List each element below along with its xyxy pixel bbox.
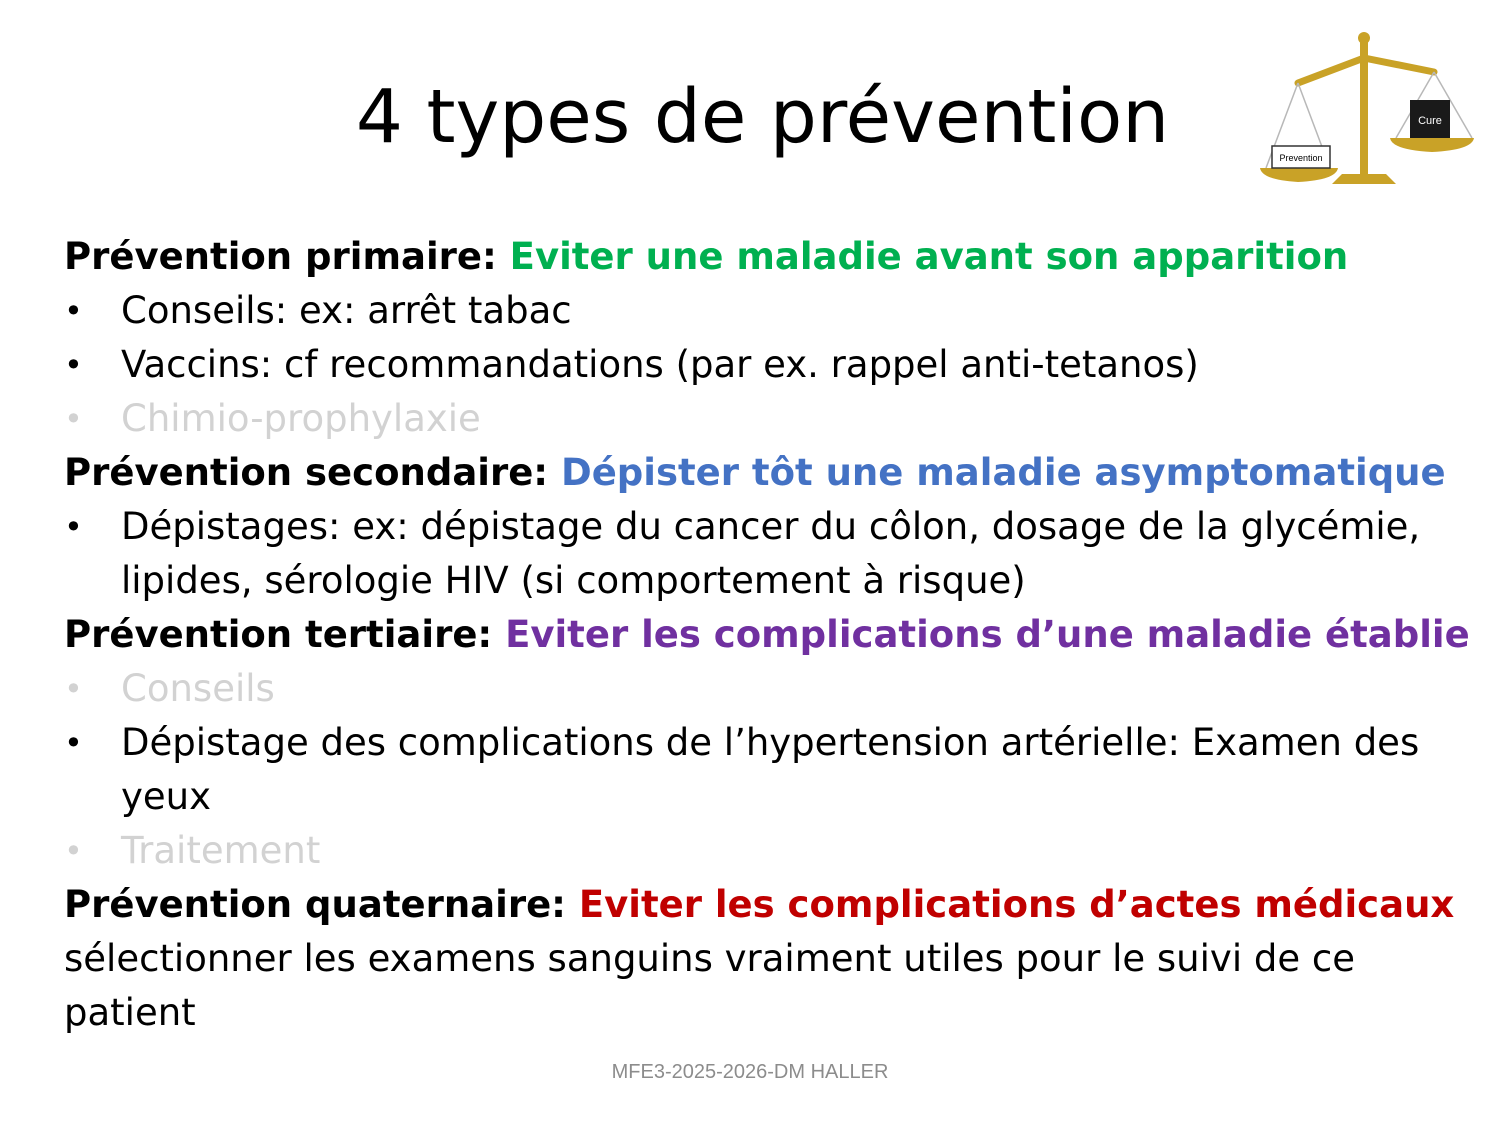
- section-quaternaire-text: sélectionner les examens sanguins vraiment utiles pour le suivi de ce patient: [64, 937, 1355, 1034]
- section-secondaire-label: Prévention secondaire:: [64, 451, 549, 494]
- scale-finial: [1358, 32, 1370, 44]
- section-primaire-label: Prévention primaire:: [64, 235, 497, 278]
- slide-footer: MFE3-2025-2026-DM HALLER: [611, 1061, 889, 1083]
- section-tertiaire-label: Prévention tertiaire:: [64, 613, 493, 656]
- section-secondaire-definition: Dépister tôt une maladie asymptomatique: [561, 451, 1446, 494]
- cure-box-label: Cure: [1418, 115, 1442, 127]
- balance-scale-image: [1258, 28, 1476, 188]
- section-quaternaire-label: Prévention quaternaire:: [64, 883, 566, 926]
- section-tertiaire-heading: [64, 608, 1484, 662]
- section-tertiaire-definition: Eviter les complications d’une maladie établie: [505, 613, 1470, 656]
- slide-content: [64, 230, 1484, 1040]
- prevention-box-label: Prevention: [1279, 153, 1323, 163]
- scale-right-plate: [1390, 138, 1474, 152]
- section-secondaire-heading: [64, 446, 1484, 500]
- list-item: • Conseils: ex: arrêt tabac: [64, 284, 1484, 338]
- scale-left-plate: [1260, 168, 1338, 182]
- scale-base: [1332, 174, 1396, 184]
- section-quaternaire-definition: Eviter les complications d’actes médicaux: [578, 883, 1455, 926]
- list-item-faded: • Conseils: [64, 662, 1484, 716]
- section-primaire-definition: Eviter une maladie avant son apparition: [509, 235, 1349, 278]
- slide-title: 4 types de prévention: [355, 74, 1170, 160]
- list-item-faded: • Chimio-prophylaxie: [64, 392, 1484, 446]
- list-item: • Dépistages: ex: dépistage du cancer du côlon, dosage de la glycémie, lipides, sérologie HIV (si comportement à risque): [64, 500, 1471, 608]
- list-item: • Dépistage des complications de l’hypertension artérielle: Examen des yeux: [64, 716, 1471, 824]
- section-primaire-heading: [64, 230, 1484, 284]
- list-item: • Vaccins: cf recommandations (par ex. rappel anti-tetanos): [64, 338, 1484, 392]
- section-quaternaire-heading: [64, 878, 1484, 932]
- list-item-faded: • Traitement: [64, 824, 1484, 878]
